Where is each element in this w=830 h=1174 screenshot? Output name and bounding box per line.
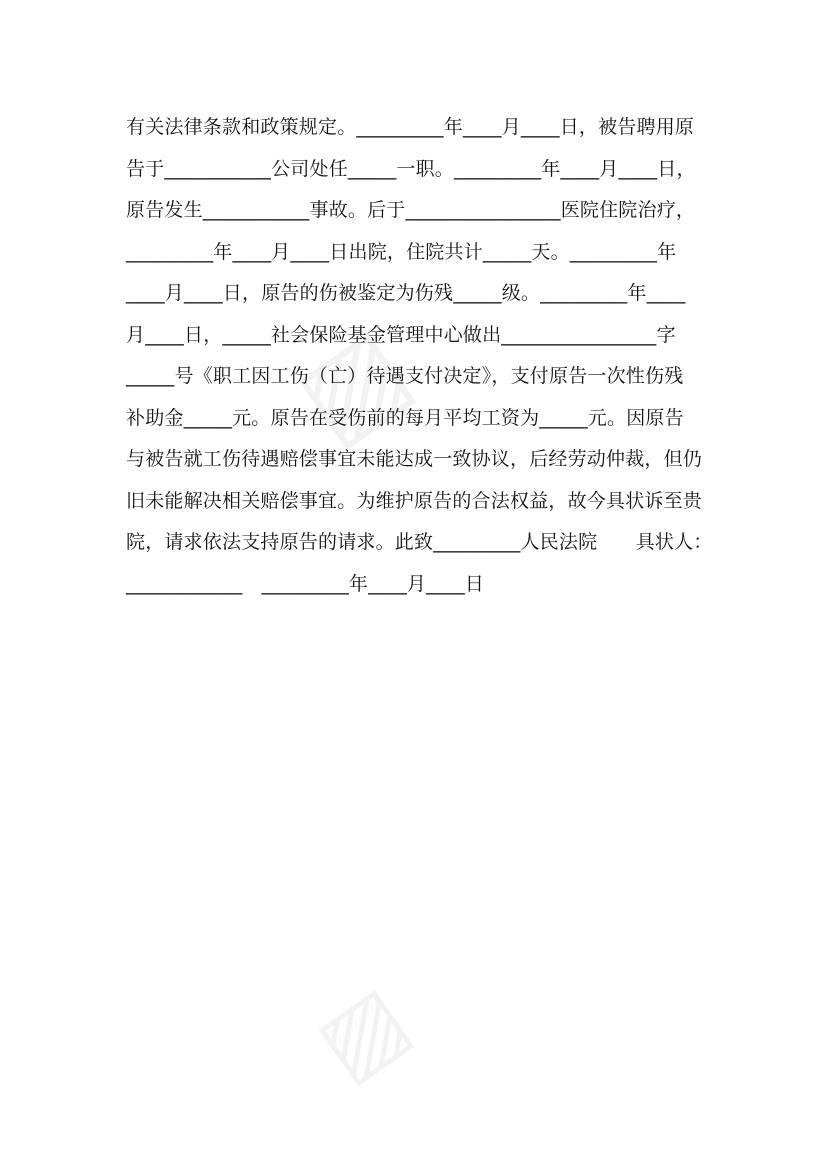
body-line: 院，请求依法支持原告的请求。此致_________人民法院 具状人： — [126, 531, 713, 553]
body-line: _____号《职工因工伤（亡）待遇支付决定》，支付原告一次性伤残 — [126, 365, 684, 387]
body-line: ____月____日，原告的伤被鉴定为伤残_____级。_________年____ — [126, 282, 686, 304]
watermark-graphic: ▨ — [272, 301, 432, 467]
document-body — [126, 107, 716, 605]
watermark-graphic: ▨ — [297, 965, 428, 1100]
body-line: 告于___________公司处任_____一职。_________年____月____日， — [126, 157, 696, 180]
body-line: 月____日，_____社会保险基金管理中心做出________________字 — [126, 323, 676, 346]
body-line: 与被告就工伤待遇赔偿事宜未能达成一致协议，后经劳动仲裁，但仍 — [126, 448, 703, 470]
body-line: 旧未能解决相关赔偿事宜。为维护原告的合法权益，故今具状诉至贵 — [126, 489, 703, 512]
body-line: 补助金_____元。原告在受伤前的每月平均工资为_____元。因原告 — [126, 406, 684, 429]
body-line: 原告发生___________事故。后于________________医院住院治疗， — [126, 199, 696, 221]
signature-date-line: ____________ _________年____月____日 — [126, 572, 485, 595]
body-line: _________年____月____日出院，住院共计_____天。_________年 — [126, 240, 677, 263]
body-line: 有关法律条款和政策规定。_________年____月____日，被告聘用原 — [126, 116, 695, 138]
